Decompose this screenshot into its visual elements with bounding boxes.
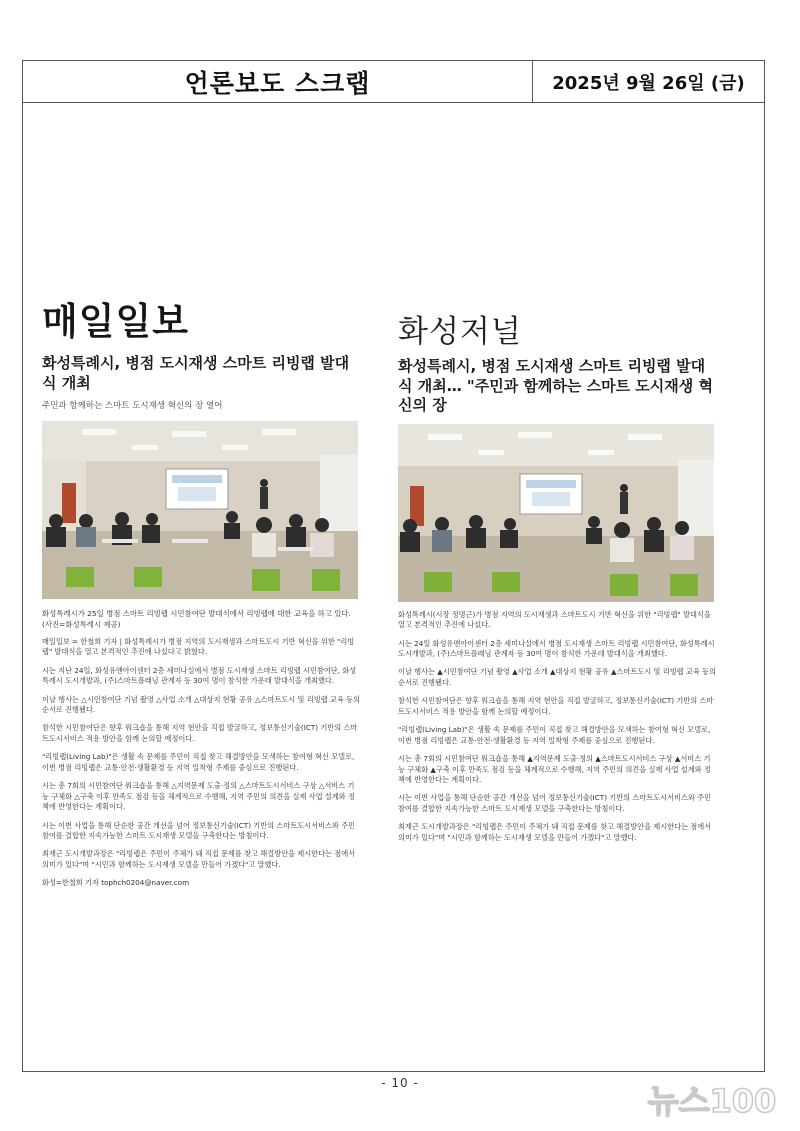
page-title: 언론보도 스크랩	[23, 61, 533, 102]
seminar-photo	[42, 421, 358, 599]
article-paragraph: 참석한 시민참여단은 향후 워크숍을 통해 지역 현안을 직접 발굴하고, 정보통신기술(ICT) 기반의 스마트도시서비스 적용 방안을 함께 논의할 예정이다.	[398, 696, 714, 716]
article-paragraph: 참석한 시민참여단은 향후 워크숍을 통해 지역 현안을 직접 발굴하고, 정보통신기술(ICT) 기반의 스마트도시서비스 적용 방안을 함께 논의할 예정이다.	[42, 723, 358, 743]
news100-logo	[646, 1080, 778, 1120]
outlet-logo: 매일일보	[42, 300, 189, 343]
article-paragraph: 이날 행사는 △시민참여단 기념 촬영 △사업 소개 △대상지 현황 공유 △스마트도시 및 리빙랩 교육 등의 순서로 진행됐다.	[42, 694, 360, 715]
outlet-logo: 화성저널	[398, 314, 522, 350]
page-number: - 10 -	[381, 1076, 419, 1090]
article-maeil	[42, 300, 360, 888]
article-subhead: 주민과 함께하는 스마트 도시재생 혁신의 장 열어	[42, 401, 223, 412]
article-paragraph: 시는 이번 사업을 통해 단순한 공간 개선을 넘어 정보통신기술(ICT) 기반의 스마트도시서비스와 주민 참여를 결합한 지속가능한 스마트 도시재생 모델을 구축한다는 방침이다.	[42, 820, 356, 840]
article-headline: 화성특례시, 병점 도시재생 스마트 리빙랩 발대식 개최… "주민과 함께하는 스마트 도시재생 혁신의 장	[398, 357, 713, 415]
seminar-photo	[398, 424, 714, 602]
article-paragraph: 시는 이번 사업을 통해 단순한 공간 개선을 넘어 정보통신기술(ICT) 기반의 스마트도시서비스와 주민 참여를 결합한 지속가능한 스마트 도시재생 모델을 구축한다는 방침이다.	[398, 793, 712, 813]
scrap-date: 2025년 9월 26일 (금)	[552, 72, 745, 94]
photo-caption: 화성특례시가 25일 병점 스마트 리빙랩 시민참여단 발대식에서 리빙랩에 대한 교육을 하고 있다. (사진=화성특례시 제공)	[42, 609, 351, 630]
article-paragraph: 매일일보 = 한철희 기자 | 화성특례시가 병점 지역의 도시재생과 스마트도시 기반 혁신을 위한 "리빙랩" 발대식을 열고 본격적인 추진에 나섰다고 밝혔다.	[42, 636, 355, 657]
article-paragraph: 시는 24일 화성유앤아이센터 2층 세미나실에서 병점 도시재생 스마트 리빙랩 시민참여단, 화성특례시 도시개발과, (주)스마트플래닝 관계자 등 30여 명이 참석한 가운데 발대식을 개최했다.	[398, 638, 715, 658]
svg-text:뉴스100: 뉴스100	[647, 1082, 777, 1120]
article-paragraph: 시는 지난 24일, 화성유앤아이센터 2층 세미나실에서 병점 도시재생 스마트 리빙랩 시민참여단, 화성특례시 도시개발과, (주)스마트플래닝 관계자 등 30여 명이 참석한 가운데 발대식을 개최했다.	[42, 665, 357, 686]
article-paragraph: "리빙랩(Living Lab)"은 생활 속 문제를 주민이 직접 찾고 해결방안을 모색하는 참여형 혁신 모델로, 이번 병점 리빙랩은 교통·안전·생활환경 등 지역 밀착형 주제를 중심으로 진행된다.	[398, 725, 711, 745]
article-paragraph: 이날 행사는 ▲시민참여단 기념 촬영 ▲사업 소개 ▲대상지 현황 공유 ▲스마트도시 및 리빙랩 교육 등의 순서로 진행됐다.	[398, 667, 716, 687]
article-paragraph: 시는 총 7회의 시민참여단 워크숍을 통해 △지역문제 도출·정의 △스마트도시서비스 구상 △서비스 기능 구체화 △구축 이후 만족도 점검 등을 체계적으로 수행해, 지역 주민의 의견을 실제 사업 설계와 정책에 반영한다는 계획이다.	[42, 781, 355, 812]
article-paragraph: "리빙랩(Living Lab)"은 생활 속 문제를 주민이 직접 찾고 해결방안을 모색하는 참여형 혁신 모델로, 이번 병점 리빙랩은 교통·안전·생활환경 등 지역 밀착형 주제를 중심으로 진행된다.	[42, 752, 355, 772]
article-paragraph: 최재근 도시개발과장은 "리빙랩은 주민이 주체가 돼 직접 문제를 찾고 해결방안을 제시한다는 점에서 의미가 있다"며 "시민과 함께하는 도시재생 모델을 만들어 가겠다"고 말했다.	[42, 849, 356, 869]
article-paragraph: 시는 총 7회의 시민참여단 워크숍을 통해 ▲지역문제 도출·정의 ▲스마트도시서비스 구상 ▲서비스 기능 구체화 ▲구축 이후 만족도 점검 등을 체계적으로 수행해, 지역 주민의 의견을 실제 사업 설계와 정책에 반영한다는 계획이다.	[398, 754, 711, 784]
article-hwaseong-journal	[398, 300, 716, 851]
article-paragraph: 최재근 도시개발과장은 "리빙랩은 주민이 주체가 돼 직접 문제를 찾고 해결방안을 제시한다는 점에서 의미가 있다"며 "시민과 함께하는 도시재생 모델을 만들어 가겠다"고 말했다.	[398, 822, 712, 842]
article-headline: 화성특례시, 병점 도시재생 스마트 리빙랩 발대식 개최	[42, 354, 350, 392]
article-paragraph: 화성특례시(시장 정명근)가 병점 지역의 도시재생과 스마트도시 기반 혁신을 위한 "리빙랩" 발대식을 열고 본격적인 추진에 나섰다.	[398, 609, 711, 630]
article-byline: 화성=한철희 기자 tophch0204@naver.com	[42, 878, 190, 888]
